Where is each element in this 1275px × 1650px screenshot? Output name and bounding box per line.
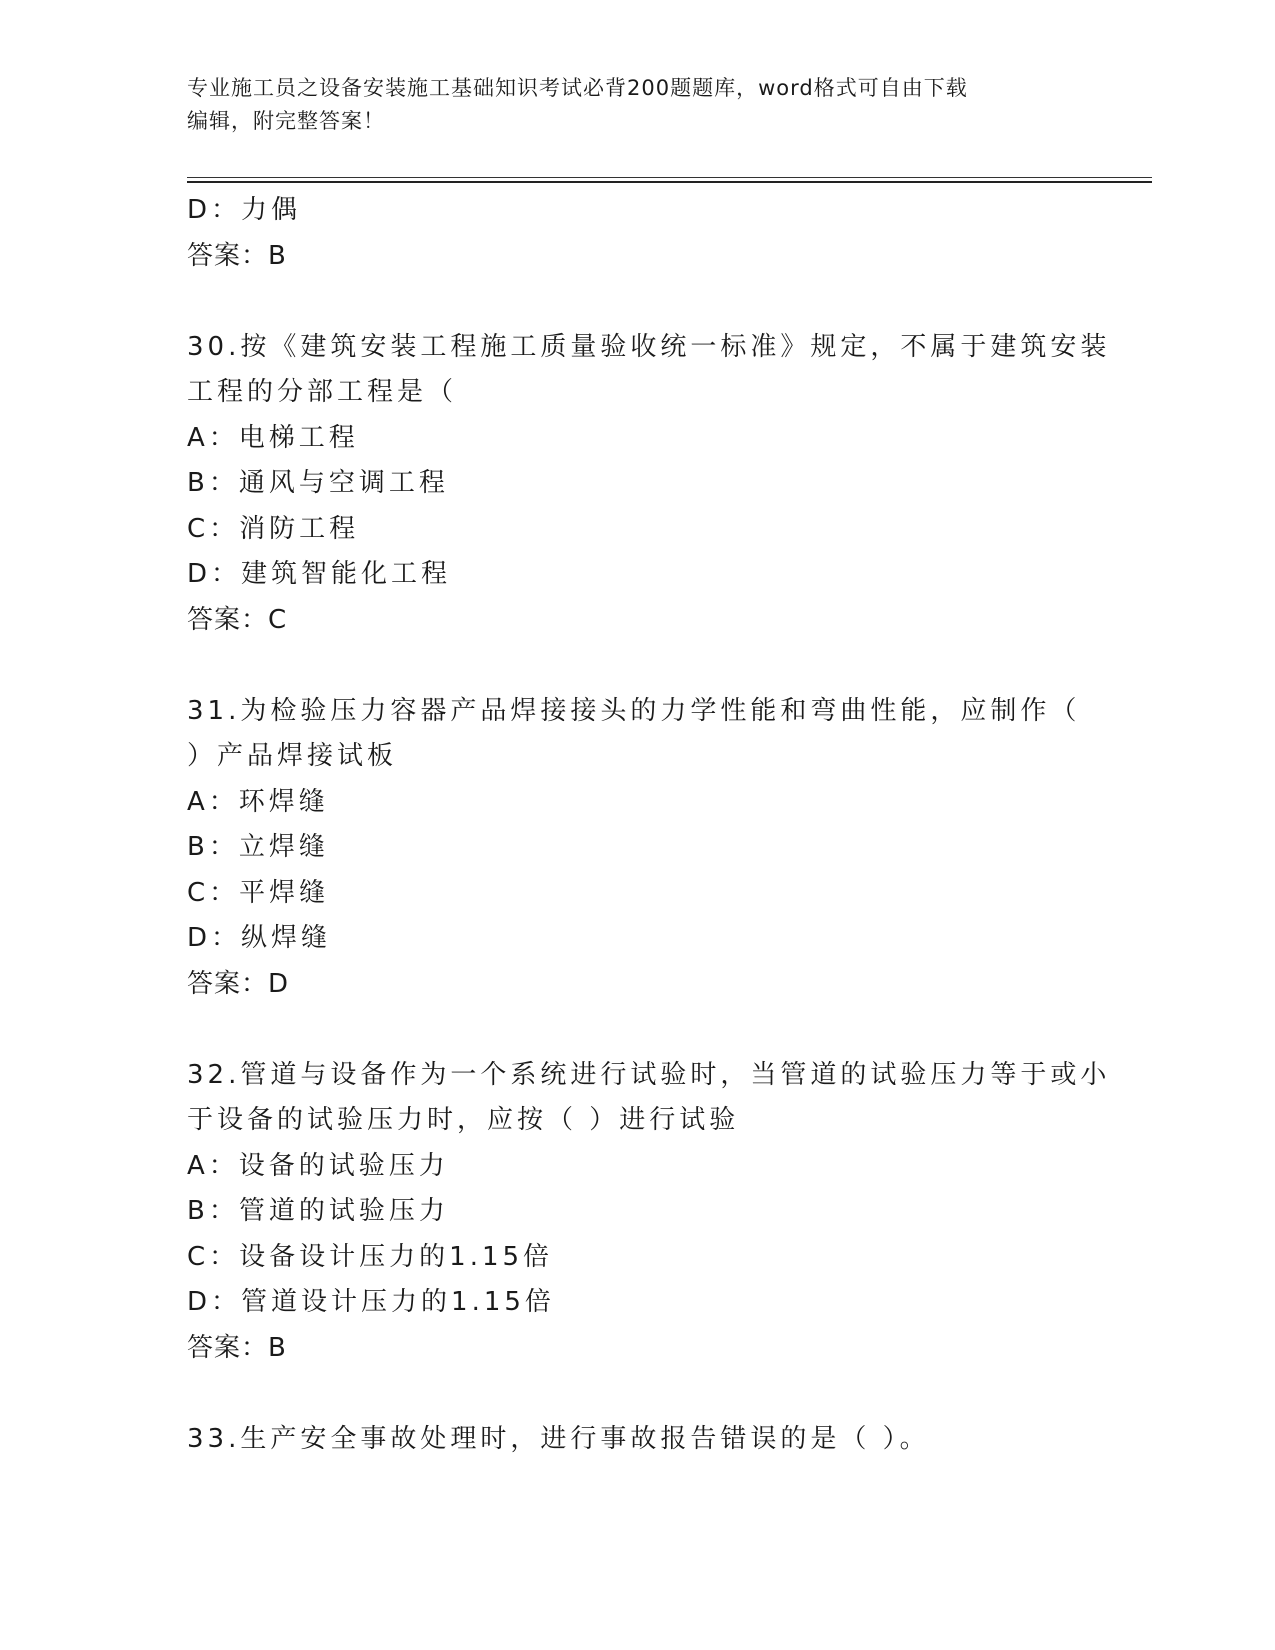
prev-answer: 答案：B xyxy=(187,240,287,271)
option-d: D：管道设计压力的1.15倍 xyxy=(187,1287,555,1317)
question-list xyxy=(187,188,1111,1462)
option-c: C：设备设计压力的1.15倍 xyxy=(187,1241,554,1272)
question-32 xyxy=(187,1053,1111,1372)
option-c: C：消防工程 xyxy=(187,513,360,544)
question-text: 32.管道与设备作为一个系统进行试验时，当管道的试验压力等于或小 xyxy=(187,1059,1111,1090)
answer: 答案：D xyxy=(187,968,290,999)
question-text: 33.生产安全事故处理时，进行事故报告错误的是（ ）。 xyxy=(187,1423,930,1454)
document-header xyxy=(187,72,1067,138)
question-30 xyxy=(187,325,1111,644)
answer: 答案：B xyxy=(187,1332,287,1363)
option-b: B：立焊缝 xyxy=(187,832,329,862)
question-33 xyxy=(187,1417,1087,1463)
question-text-cont: 于设备的试验压力时，应按（ ）进行试验 xyxy=(187,1105,740,1135)
option-a: A：电梯工程 xyxy=(187,422,359,453)
question-text: 30.按《建筑安装工程施工质量验收统一标准》规定，不属于建筑安装 xyxy=(187,331,1111,362)
question-text-cont: 工程的分部工程是（ xyxy=(187,377,458,407)
question-31 xyxy=(187,689,1087,1008)
header-line-1: 专业施工员之设备安装施工基础知识考试必背200题题库，word格式可自由下载 xyxy=(187,76,968,100)
answer: 答案：C xyxy=(187,604,288,635)
option-d: D：纵焊缝 xyxy=(187,923,332,953)
header-divider-top xyxy=(187,177,1152,178)
option-b: B：管道的试验压力 xyxy=(187,1196,449,1226)
option-a: A：环焊缝 xyxy=(187,786,329,817)
header-divider-bottom xyxy=(187,181,1152,183)
option-c: C：平焊缝 xyxy=(187,877,330,908)
option-b: B：通风与空调工程 xyxy=(187,468,449,498)
prev-option-d: D：力偶 xyxy=(187,195,302,225)
question-text-cont: ）产品焊接试板 xyxy=(187,741,398,771)
header-line-2: 编辑，附完整答案！ xyxy=(187,109,385,133)
option-a: A：设备的试验压力 xyxy=(187,1150,449,1181)
question-text: 31.为检验压力容器产品焊接接头的力学性能和弯曲性能，应制作（ xyxy=(187,695,1081,726)
option-d: D：建筑智能化工程 xyxy=(187,559,452,589)
